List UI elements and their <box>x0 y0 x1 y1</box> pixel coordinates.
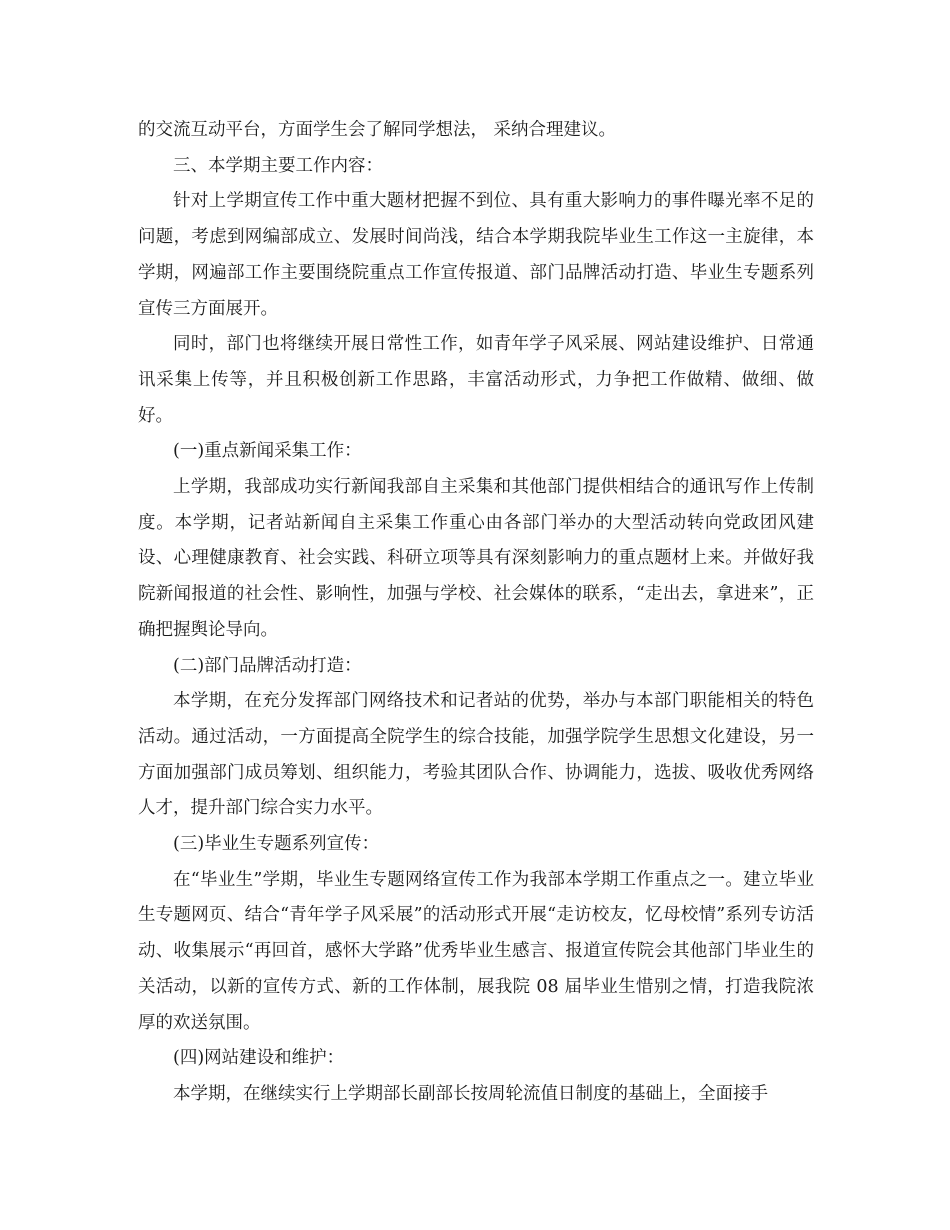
subheading-brand-activities: (二)部门品牌活动打造： <box>173 655 362 676</box>
paragraph-body: 针对上学期宣传工作中重大题材把握不到位、具有重大影响力的事件曝光率不足的问题，考虑到网编部成立、发展时间尚浅，结合本学期我院毕业生工作这一主旋律，本学期，网遍部工作主要围绕院重点工作宣传报道、部门品牌活动打造、毕业生专题系列宣传三方面展开。 <box>138 191 814 319</box>
paragraph-continuation: 的交流互动平台，方面学生会了解同学想法， 采纳合理建议。 <box>138 120 617 140</box>
paragraph-body: 本学期，在继续实行上学期部长副部长按周轮流值日制度的基础上，全面接手 <box>173 1083 768 1104</box>
section-heading-main-work: 三、本学期主要工作内容： <box>173 155 383 176</box>
paragraph-body: 本学期，在充分发挥部门网络技术和记者站的优势，举办与本部门职能相关的特色活动。通过活动，一方面提高全院学生的综合技能，加强学院学生思想文化建设，另一方面加强部门成员筹划、组织能力，考验其团队合作、协调能力，选拔、吸收优秀网络人才，提升部门综合实力水平。 <box>138 691 814 819</box>
paragraph-body: 在“毕业生”学期，毕业生专题网络宣传工作为我部本学期工作重点之一。建立毕业生专题网页、结合“青年学子风采展”的活动形式开展“走访校友，忆母校情”系列专访活动、收集展示“再回首，感怀大学路”优秀毕业生感言、报道宣传院会其他部门毕业生的关活动，以新的宣传方式、新的工作体制，展我院 08 届毕业生惜别之情，打造我院浓厚的欢送氛围。 <box>138 869 814 1033</box>
paragraph-body: 上学期，我部成功实行新闻我部自主采集和其他部门提供相结合的通讯写作上传制度。本学期，记者站新闻自主采集工作重心由各部门举办的大型活动转向党政团风建设、心理健康教育、社会实践、科研立项等具有深刻影响力的重点题材上来。并做好我院新闻报道的社会性、影响性，加强与学校、社会媒体的联系，“走出去，拿进来”，正确把握舆论导向。 <box>138 477 814 640</box>
paragraph-body: 同时，部门也将继续开展日常性工作，如青年学子风采展、网站建设维护、日常通讯采集上传等，并且积极创新工作思路，丰富活动形式，力争把工作做精、做细、做好。 <box>138 334 814 426</box>
subheading-graduate-series: (三)毕业生专题系列宣传： <box>173 834 380 855</box>
document-page <box>138 113 814 1113</box>
subheading-news-collection: (一)重点新闻采集工作： <box>173 441 362 462</box>
subheading-website-maintenance: (四)网站建设和维护： <box>173 1048 345 1069</box>
